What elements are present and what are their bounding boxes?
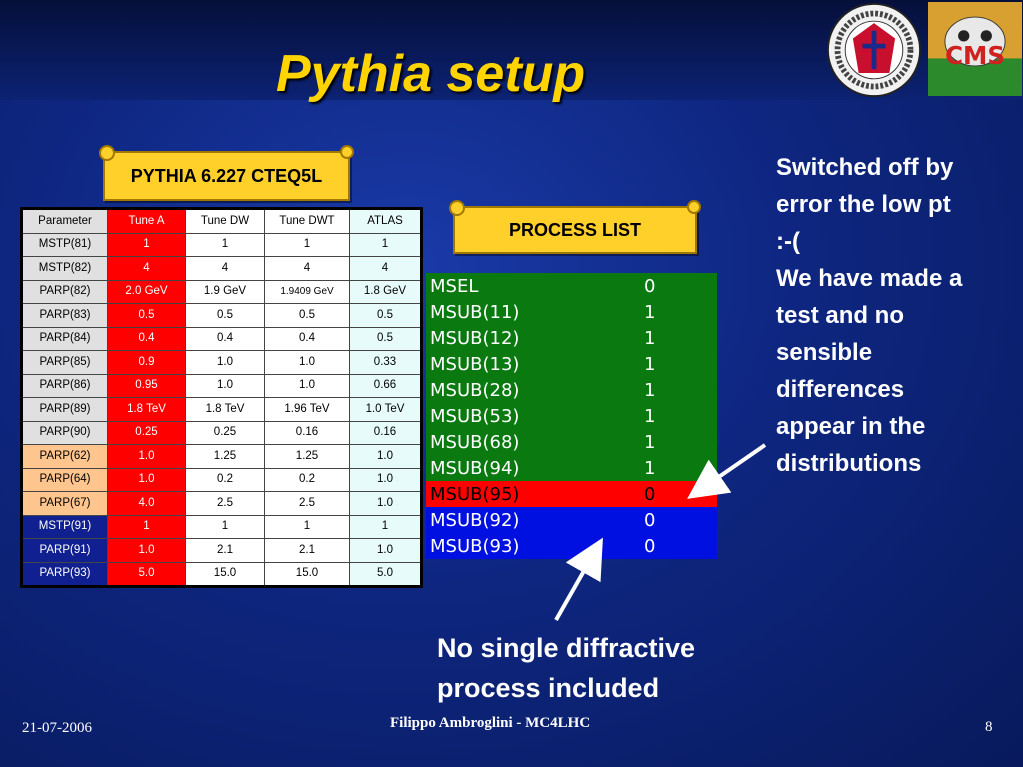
parameter-name-cell: PARP(83) [22, 304, 108, 328]
note-line: process included [437, 673, 660, 703]
pythia-version-label [103, 151, 350, 201]
parameter-value-cell: 1.0 [108, 468, 186, 492]
note-line: :-( [776, 228, 800, 255]
parameter-value-cell: 4 [350, 257, 422, 281]
process-row [426, 481, 717, 507]
parameter-value-cell: 0.2 [265, 468, 350, 492]
process-row [426, 273, 717, 299]
parameter-name-cell: PARP(89) [22, 398, 108, 422]
table-header-cell: Tune A [108, 209, 186, 234]
parameter-value-cell: 2.0 GeV [108, 280, 186, 304]
process-key: MSUB(94) [430, 457, 520, 479]
process-value: 1 [644, 379, 656, 401]
parameter-name-cell: PARP(64) [22, 468, 108, 492]
parameter-value-cell: 0.4 [186, 327, 265, 351]
process-value: 0 [644, 509, 656, 531]
process-value: 0 [644, 275, 656, 297]
table-header-cell: Tune DW [186, 209, 265, 234]
slide-title: Pythia setup [276, 45, 586, 103]
parameter-value-cell: 0.16 [265, 421, 350, 445]
parameter-value-cell: 1.8 GeV [350, 280, 422, 304]
note-line: sensible [776, 339, 873, 366]
process-row [426, 429, 717, 455]
table-row [22, 374, 422, 398]
parameter-value-cell: 2.1 [265, 539, 350, 563]
table-header-cell: ATLAS [350, 209, 422, 234]
process-value: 1 [644, 301, 656, 323]
parameter-value-cell: 1.96 TeV [265, 398, 350, 422]
parameter-value-cell: 0.16 [350, 421, 422, 445]
table-row [22, 445, 422, 469]
parameter-name-cell: PARP(91) [22, 539, 108, 563]
cms-logo [928, 2, 1022, 96]
parameter-value-cell: 2.5 [186, 492, 265, 516]
parameter-value-cell: 1.8 TeV [108, 398, 186, 422]
pythia-version-text: PYTHIA 6.227 CTEQ5L [130, 165, 323, 186]
note-line: differences [776, 376, 905, 403]
process-value: 1 [644, 431, 656, 453]
table-header-cell: Parameter [22, 209, 108, 234]
parameter-value-cell: 0.66 [350, 374, 422, 398]
note-line: appear in the [776, 413, 926, 440]
parameter-value-cell: 4 [186, 257, 265, 281]
process-list-text: PROCESS LIST [508, 219, 642, 240]
parameter-value-cell: 0.5 [265, 304, 350, 328]
note-line: No single diffractive [437, 633, 696, 663]
parameter-value-cell: 1 [186, 233, 265, 257]
parameter-value-cell: 2.5 [265, 492, 350, 516]
process-key: MSUB(68) [430, 431, 520, 453]
table-header-cell: Tune DWT [265, 209, 350, 234]
process-row [426, 299, 717, 325]
table-row [22, 515, 422, 539]
process-value: 0 [644, 535, 656, 557]
parameter-value-cell: 1.8 TeV [186, 398, 265, 422]
parameter-value-cell: 2.1 [186, 539, 265, 563]
note-line: distributions [776, 450, 922, 477]
parameter-name-cell: PARP(85) [22, 351, 108, 375]
parameter-value-cell: 15.0 [265, 562, 350, 587]
parameter-value-cell: 0.4 [108, 327, 186, 351]
parameter-value-cell: 1 [108, 233, 186, 257]
parameter-value-cell: 0.5 [108, 304, 186, 328]
parameter-value-cell: 0.5 [350, 327, 422, 351]
parameter-value-cell: 0.25 [108, 421, 186, 445]
process-key: MSUB(95) [430, 483, 520, 505]
table-row [22, 304, 422, 328]
process-row [426, 325, 717, 351]
university-seal-logo [825, 2, 923, 98]
table-row [22, 280, 422, 304]
parameter-value-cell: 1.0 [265, 374, 350, 398]
process-value: 0 [644, 483, 656, 505]
parameter-value-cell: 0.5 [186, 304, 265, 328]
parameter-value-cell: 0.4 [265, 327, 350, 351]
parameter-value-cell: 1.0 [186, 351, 265, 375]
process-key: MSUB(12) [430, 327, 520, 349]
parameter-value-cell: 1 [186, 515, 265, 539]
parameter-value-cell: 1.9 GeV [186, 280, 265, 304]
parameter-name-cell: MSTP(91) [22, 515, 108, 539]
table-row [22, 233, 422, 257]
footer-author: Filippo Ambroglini - MC4LHC [390, 715, 591, 731]
parameter-value-cell: 1.0 [108, 539, 186, 563]
parameter-name-cell: PARP(62) [22, 445, 108, 469]
process-key: MSUB(92) [430, 509, 520, 531]
parameter-value-cell: 1 [108, 515, 186, 539]
parameter-value-cell: 5.0 [350, 562, 422, 587]
process-value: 1 [644, 405, 656, 427]
parameter-value-cell: 0.2 [186, 468, 265, 492]
note-line: We have made a [776, 265, 963, 292]
table-row [22, 562, 422, 587]
process-list-label [453, 206, 697, 254]
parameter-value-cell: 1.0 [350, 468, 422, 492]
process-value: 1 [644, 457, 656, 479]
parameter-name-cell: PARP(82) [22, 280, 108, 304]
parameter-value-cell: 1 [350, 233, 422, 257]
parameter-value-cell: 4 [265, 257, 350, 281]
parameter-value-cell: 0.5 [350, 304, 422, 328]
process-row [426, 351, 717, 377]
parameter-value-cell: 1.0 [350, 445, 422, 469]
table-header-row [22, 209, 422, 234]
process-key: MSEL [430, 275, 479, 297]
parameter-value-cell: 1 [265, 515, 350, 539]
table-row [22, 398, 422, 422]
footer-page-number: 8 [985, 719, 993, 735]
parameter-name-cell: PARP(93) [22, 562, 108, 587]
process-row [426, 377, 717, 403]
process-key: MSUB(11) [430, 301, 520, 323]
parameter-value-cell: 1.0 [350, 492, 422, 516]
parameter-value-cell: 1.0 [108, 445, 186, 469]
note-line: Switched off by [776, 154, 954, 181]
table-row [22, 257, 422, 281]
footer-date: 21-07-2006 [22, 720, 92, 736]
parameter-value-cell: 1.0 [350, 539, 422, 563]
parameter-name-cell: PARP(67) [22, 492, 108, 516]
parameter-value-cell: 4 [108, 257, 186, 281]
parameter-value-cell: 1 [350, 515, 422, 539]
process-row [426, 507, 717, 533]
parameter-value-cell: 1.0 [265, 351, 350, 375]
table-row [22, 327, 422, 351]
process-key: MSUB(53) [430, 405, 520, 427]
parameter-value-cell: 1.0 [186, 374, 265, 398]
parameters-table [20, 207, 423, 588]
svg-text:CMS: CMS [945, 41, 1005, 71]
parameter-value-cell: 1.25 [265, 445, 350, 469]
note-no-diffractive [437, 628, 757, 708]
parameter-value-cell: 0.25 [186, 421, 265, 445]
process-key: MSUB(28) [430, 379, 520, 401]
parameter-value-cell: 1 [265, 233, 350, 257]
note-line: test and no [776, 302, 905, 329]
parameter-value-cell: 0.95 [108, 374, 186, 398]
table-row [22, 351, 422, 375]
parameter-value-cell: 15.0 [186, 562, 265, 587]
note-switched-off [776, 149, 1016, 482]
parameter-value-cell: 0.9 [108, 351, 186, 375]
table-row [22, 492, 422, 516]
process-row [426, 403, 717, 429]
table-row [22, 421, 422, 445]
parameter-value-cell: 5.0 [108, 562, 186, 587]
process-value: 1 [644, 327, 656, 349]
parameter-name-cell: MSTP(81) [22, 233, 108, 257]
parameter-name-cell: MSTP(82) [22, 257, 108, 281]
process-list [426, 273, 717, 559]
parameter-name-cell: PARP(86) [22, 374, 108, 398]
parameter-value-cell: 1.25 [186, 445, 265, 469]
process-value: 1 [644, 353, 656, 375]
process-key: MSUB(13) [430, 353, 520, 375]
note-line: error the low pt [776, 191, 951, 218]
parameter-value-cell: 4.0 [108, 492, 186, 516]
parameter-value-cell: 1.0 TeV [350, 398, 422, 422]
parameter-value-cell: 0.33 [350, 351, 422, 375]
parameter-value-cell: 1.9409 GeV [265, 280, 350, 304]
table-row [22, 468, 422, 492]
process-row [426, 533, 717, 559]
table-row [22, 539, 422, 563]
process-key: MSUB(93) [430, 535, 520, 557]
parameter-name-cell: PARP(90) [22, 421, 108, 445]
parameter-name-cell: PARP(84) [22, 327, 108, 351]
process-row [426, 455, 717, 481]
